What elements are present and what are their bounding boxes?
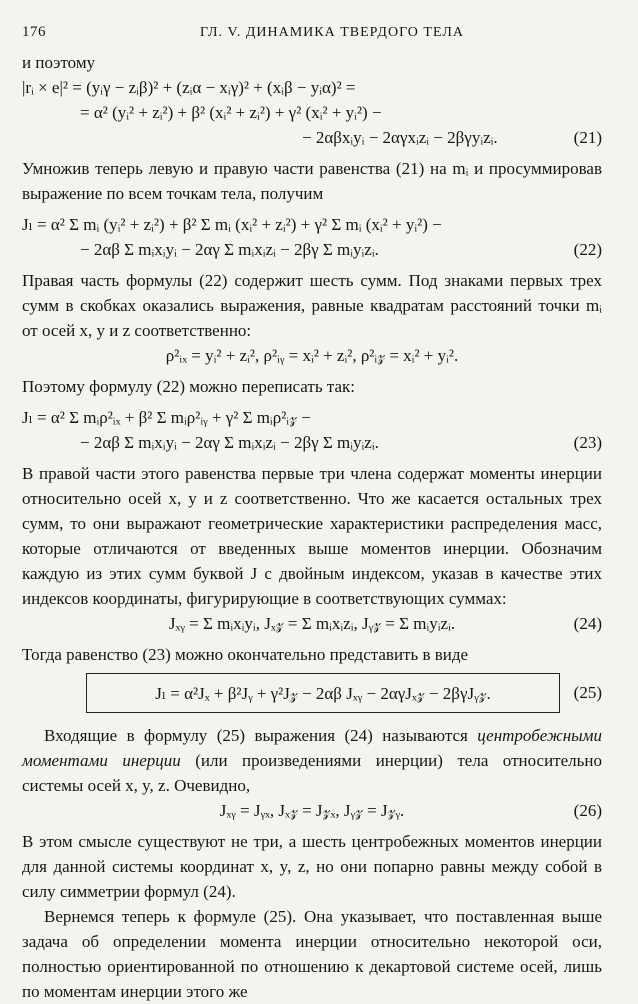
eq22-number: (22) <box>573 240 602 259</box>
eq23-line2: − 2αβ Σ mᵢxᵢyᵢ − 2αγ Σ mᵢxᵢzᵢ − 2βγ Σ mᵢyᵢzᵢ. <box>80 433 379 452</box>
intro-text: и поэтому <box>22 53 96 72</box>
eq21-number: (21) <box>573 128 602 147</box>
eq24-line: Jₓᵧ = Σ mᵢxᵢyᵢ, Jₓ𝓏 = Σ mᵢxᵢzᵢ, Jᵧ𝓏 = Σ mᵢyᵢzᵢ. <box>168 614 456 633</box>
paragraph-1: Умножив теперь левую и правую части равенства (21) на mᵢ и просуммировав выражение по всем точкам тела, получим <box>22 159 602 203</box>
eq21-line1: |rᵢ × e|² = (yᵢγ − zᵢβ)² + (zᵢα − xᵢγ)² + (xᵢβ − yᵢα)² = <box>22 78 356 97</box>
eq25-line: Jₗ = α²Jₓ + β²Jᵧ + γ²J𝓏 − 2αβ Jₓᵧ − 2αγJₓ𝓏 − 2βγJᵧ𝓏. <box>155 684 491 703</box>
running-header <box>22 20 602 44</box>
eq23-line1: Jₗ = α² Σ mᵢρ²ᵢₓ + β² Σ mᵢρ²ᵢᵧ + γ² Σ mᵢρ²ᵢ𝓏 − <box>22 408 311 427</box>
equation-25 <box>22 671 602 717</box>
paragraph-6 <box>22 723 602 798</box>
para6-end: (или произведениями инерции) тела относительно системы осей x, y, z. Очевидно, <box>22 751 602 795</box>
rho-equation-line: ρ²ᵢₓ = yᵢ² + zᵢ², ρ²ᵢᵧ = xᵢ² + zᵢ², ρ²ᵢ𝓏 = xᵢ² + yᵢ². <box>165 346 459 365</box>
paragraph-7: В этом смысле существуют не три, а шесть центробежных моментов инерции для данной системы координат x, y, z, но они попарно равны между собой в силу симметрии формул (24). <box>22 832 602 901</box>
eq25-number: (25) <box>573 683 602 702</box>
eq25-frame <box>86 673 560 713</box>
paragraph-4: В правой части этого равенства первые три члена содержат моменты инерции относительно осей x, y и z соответственно. Что же касается остальных трех сумм, то они выражают геометрические характеристики распределения масс, которые отличаются от введенных выше моментов инерции. Обозначим каждую из этих сумм буквой J с двойным индексом, указав в качестве этих индексов координаты, фигурирующие в соответствующих суммах: <box>22 464 602 608</box>
equation-22 <box>22 212 602 262</box>
eq23-number: (23) <box>573 433 602 452</box>
equation-23 <box>22 405 602 455</box>
para6-italic-term: центробежными моментами инерции <box>22 726 602 770</box>
para6-start: Входящие в формулу (25) выражения (24) называются <box>44 726 478 745</box>
eq26-line: Jₓᵧ = Jᵧₓ, Jₓ𝓏 = J𝓏ₓ, Jᵧ𝓏 = J𝓏ᵧ. <box>219 801 405 820</box>
equation-26 <box>22 798 602 823</box>
eq26-number: (26) <box>573 801 602 820</box>
paragraph-2: Правая часть формулы (22) содержит шесть сумм. Под знаками первых трех сумм в скобках оказались выражения, равные квадратам расстояний точки mᵢ от осей x, y и z соответственно: <box>22 271 602 340</box>
eq22-line2: − 2αβ Σ mᵢxᵢyᵢ − 2αγ Σ mᵢxᵢzᵢ − 2βγ Σ mᵢyᵢzᵢ. <box>80 240 379 259</box>
rho-equation <box>22 343 602 368</box>
running-title: ГЛ. V. ДИНАМИКА ТВЕРДОГО ТЕЛА <box>200 25 464 40</box>
eq21-line2: = α² (yᵢ² + zᵢ²) + β² (xᵢ² + zᵢ²) + γ² (xᵢ² + yᵢ²) − <box>80 103 382 122</box>
paragraph-3: Поэтому формулу (22) можно переписать так: <box>22 377 356 396</box>
page-number: 176 <box>22 24 46 40</box>
eq22-line1: Jₗ = α² Σ mᵢ (yᵢ² + zᵢ²) + β² Σ mᵢ (xᵢ² + zᵢ²) + γ² Σ mᵢ (xᵢ² + yᵢ²) − <box>22 215 442 234</box>
equation-21 <box>22 75 602 150</box>
paragraph-5: Тогда равенство (23) можно окончательно представить в виде <box>22 645 469 664</box>
eq24-number: (24) <box>573 614 602 633</box>
eq21-line3: − 2αβxᵢyᵢ − 2αγxᵢzᵢ − 2βγyᵢzᵢ. <box>302 128 498 147</box>
paragraph-8: Вернемся теперь к формуле (25). Она указывает, что поставленная выше задача об определении момента инерции относительно некоторой оси, полностью ориентированной по отношению к декартовой системе осей, лишь по моментам инерции этого же <box>22 907 602 1001</box>
equation-24 <box>22 611 602 636</box>
book-page <box>22 20 602 1004</box>
